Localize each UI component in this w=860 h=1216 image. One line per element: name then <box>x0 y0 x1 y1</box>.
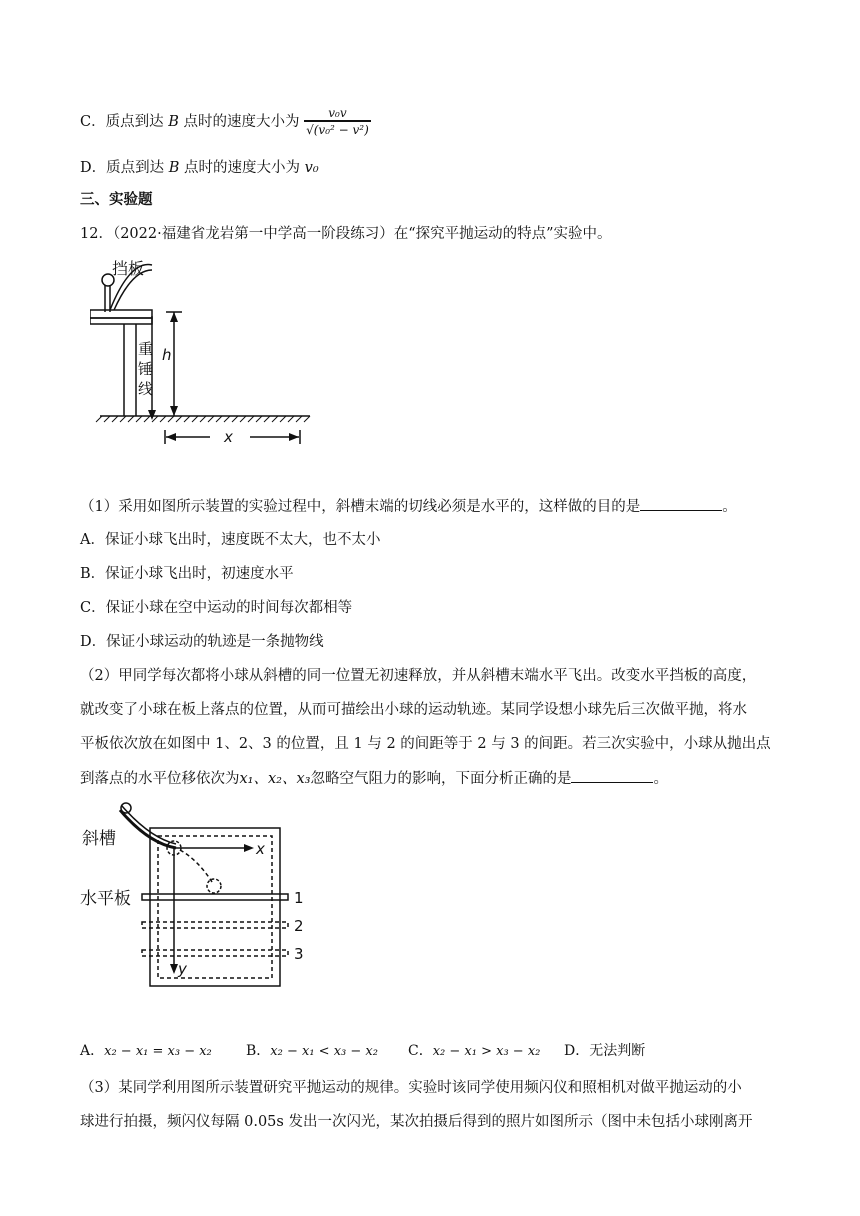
label-baffle: 挡板 <box>112 259 145 278</box>
option-b-label: B． <box>246 1043 271 1059</box>
part2-option-b <box>246 1040 378 1060</box>
label-axis-y: y <box>178 960 187 978</box>
q12-part2-line4 <box>80 768 668 789</box>
option-c-label: C． <box>408 1043 433 1059</box>
part2-line4-mid: 忽略空气阻力的影响，下面分析正确的是 <box>310 771 572 787</box>
label-pos-3: 3 <box>294 945 304 963</box>
option-c-expr: x₂ − x₁ > x₃ − x₂ <box>432 1044 541 1059</box>
label-weight-3: 线 <box>138 380 154 398</box>
q11-option-d-text: 点时的速度大小为 <box>184 160 301 176</box>
part2-vars: x₁、x₂、x₃ <box>239 771 311 787</box>
section-title: 三、实验题 <box>80 192 153 208</box>
figure-2-board-diagram <box>78 798 318 998</box>
label-pos-2: 2 <box>294 917 304 935</box>
label-chute: 斜槽 <box>82 829 116 849</box>
answer-blank[interactable] <box>571 768 653 783</box>
option-b-expr: x₂ − x₁ < x₃ − x₂ <box>270 1044 378 1059</box>
fraction-denominator: √(v₀² − v²) <box>306 123 369 137</box>
option-a-expr: x₂ − x₁ = x₃ − x₂ <box>104 1044 212 1059</box>
q12-part2-line2: 就改变了小球在板上落点的位置，从而可描绘出小球的运动轨迹。某同学设想小球先后三次做平抛，将水 <box>80 702 747 718</box>
figure-1-apparatus <box>90 250 320 450</box>
part2-line4-pre: 到落点的水平位移依次为 <box>80 771 240 787</box>
part1-stem-text: （1）采用如图所示装置的实验过程中，斜槽末端的切线必须是水平的，这样做的目的是 <box>80 499 641 515</box>
q12-part3-line1: （3）某同学利用图所示装置研究平抛运动的规律。实验时该同学使用频闪仪和照相机对做平抛运动的小 <box>80 1080 742 1096</box>
q12-part1-option-d: D．保证小球运动的轨迹是一条抛物线 <box>80 634 324 650</box>
fraction-numerator: v₀v <box>304 106 371 121</box>
label-weight-1: 重 <box>138 340 154 358</box>
q12-part1-option-b: B．保证小球飞出时，初速度水平 <box>80 566 294 582</box>
q12-intro: 12．（2022·福建省龙岩第一中学高一阶段练习）在“探究平抛运动的特点”实验中。 <box>80 226 612 242</box>
part2-option-c <box>408 1040 540 1060</box>
option-a-label: A． <box>80 1043 105 1059</box>
q11-option-c-label: C．质点到达 <box>80 114 164 130</box>
q11-option-d-point: B <box>168 160 180 176</box>
label-weight-2: 锤 <box>138 360 154 378</box>
q12-part1-option-c: C．保证小球在空中运动的时间每次都相等 <box>80 600 353 616</box>
q12-part2-options <box>80 1040 780 1062</box>
q11-option-c-point: B <box>168 114 179 130</box>
answer-blank[interactable] <box>640 496 722 511</box>
label-pos-1: 1 <box>294 889 304 907</box>
label-board: 水平板 <box>80 889 131 909</box>
q11-option-d-label: D．质点到达 <box>80 160 165 176</box>
q11-option-c <box>80 106 371 138</box>
part2-option-d: D．无法判断 <box>564 1043 646 1059</box>
q11-option-d-value: v₀ <box>304 160 319 176</box>
part2-line4-end: 。 <box>653 771 668 787</box>
part1-stem-end: 。 <box>722 499 737 515</box>
label-x: x <box>224 428 233 446</box>
q12-part3-line2: 球进行拍摄，频闪仪每隔 0.05s 发出一次闪光，某次拍摄后得到的照片如图所示（图中未包括小球刚离开 <box>80 1114 753 1130</box>
q11-option-c-text: 点时的速度大小为 <box>183 114 300 130</box>
q12-part2-line1: （2）甲同学每次都将小球从斜槽的同一位置无初速释放，并从斜槽末端水平飞出。改变水平挡板的高度， <box>80 668 757 684</box>
q12-part2-line3: 平板依次放在如图中 1、2、3 的位置，且 1 与 2 的间距等于 2 与 3 的间距。若三次实验中，小球从抛出点 <box>80 736 771 752</box>
q12-part1-stem <box>80 496 737 517</box>
q11-option-d <box>80 158 319 178</box>
part2-option-a <box>80 1040 212 1060</box>
q11-option-c-fraction <box>304 106 371 138</box>
label-h: h <box>162 346 172 364</box>
q12-part1-option-a: A．保证小球飞出时，速度既不太大，也不太小 <box>80 532 381 548</box>
label-axis-x: x <box>256 840 265 858</box>
